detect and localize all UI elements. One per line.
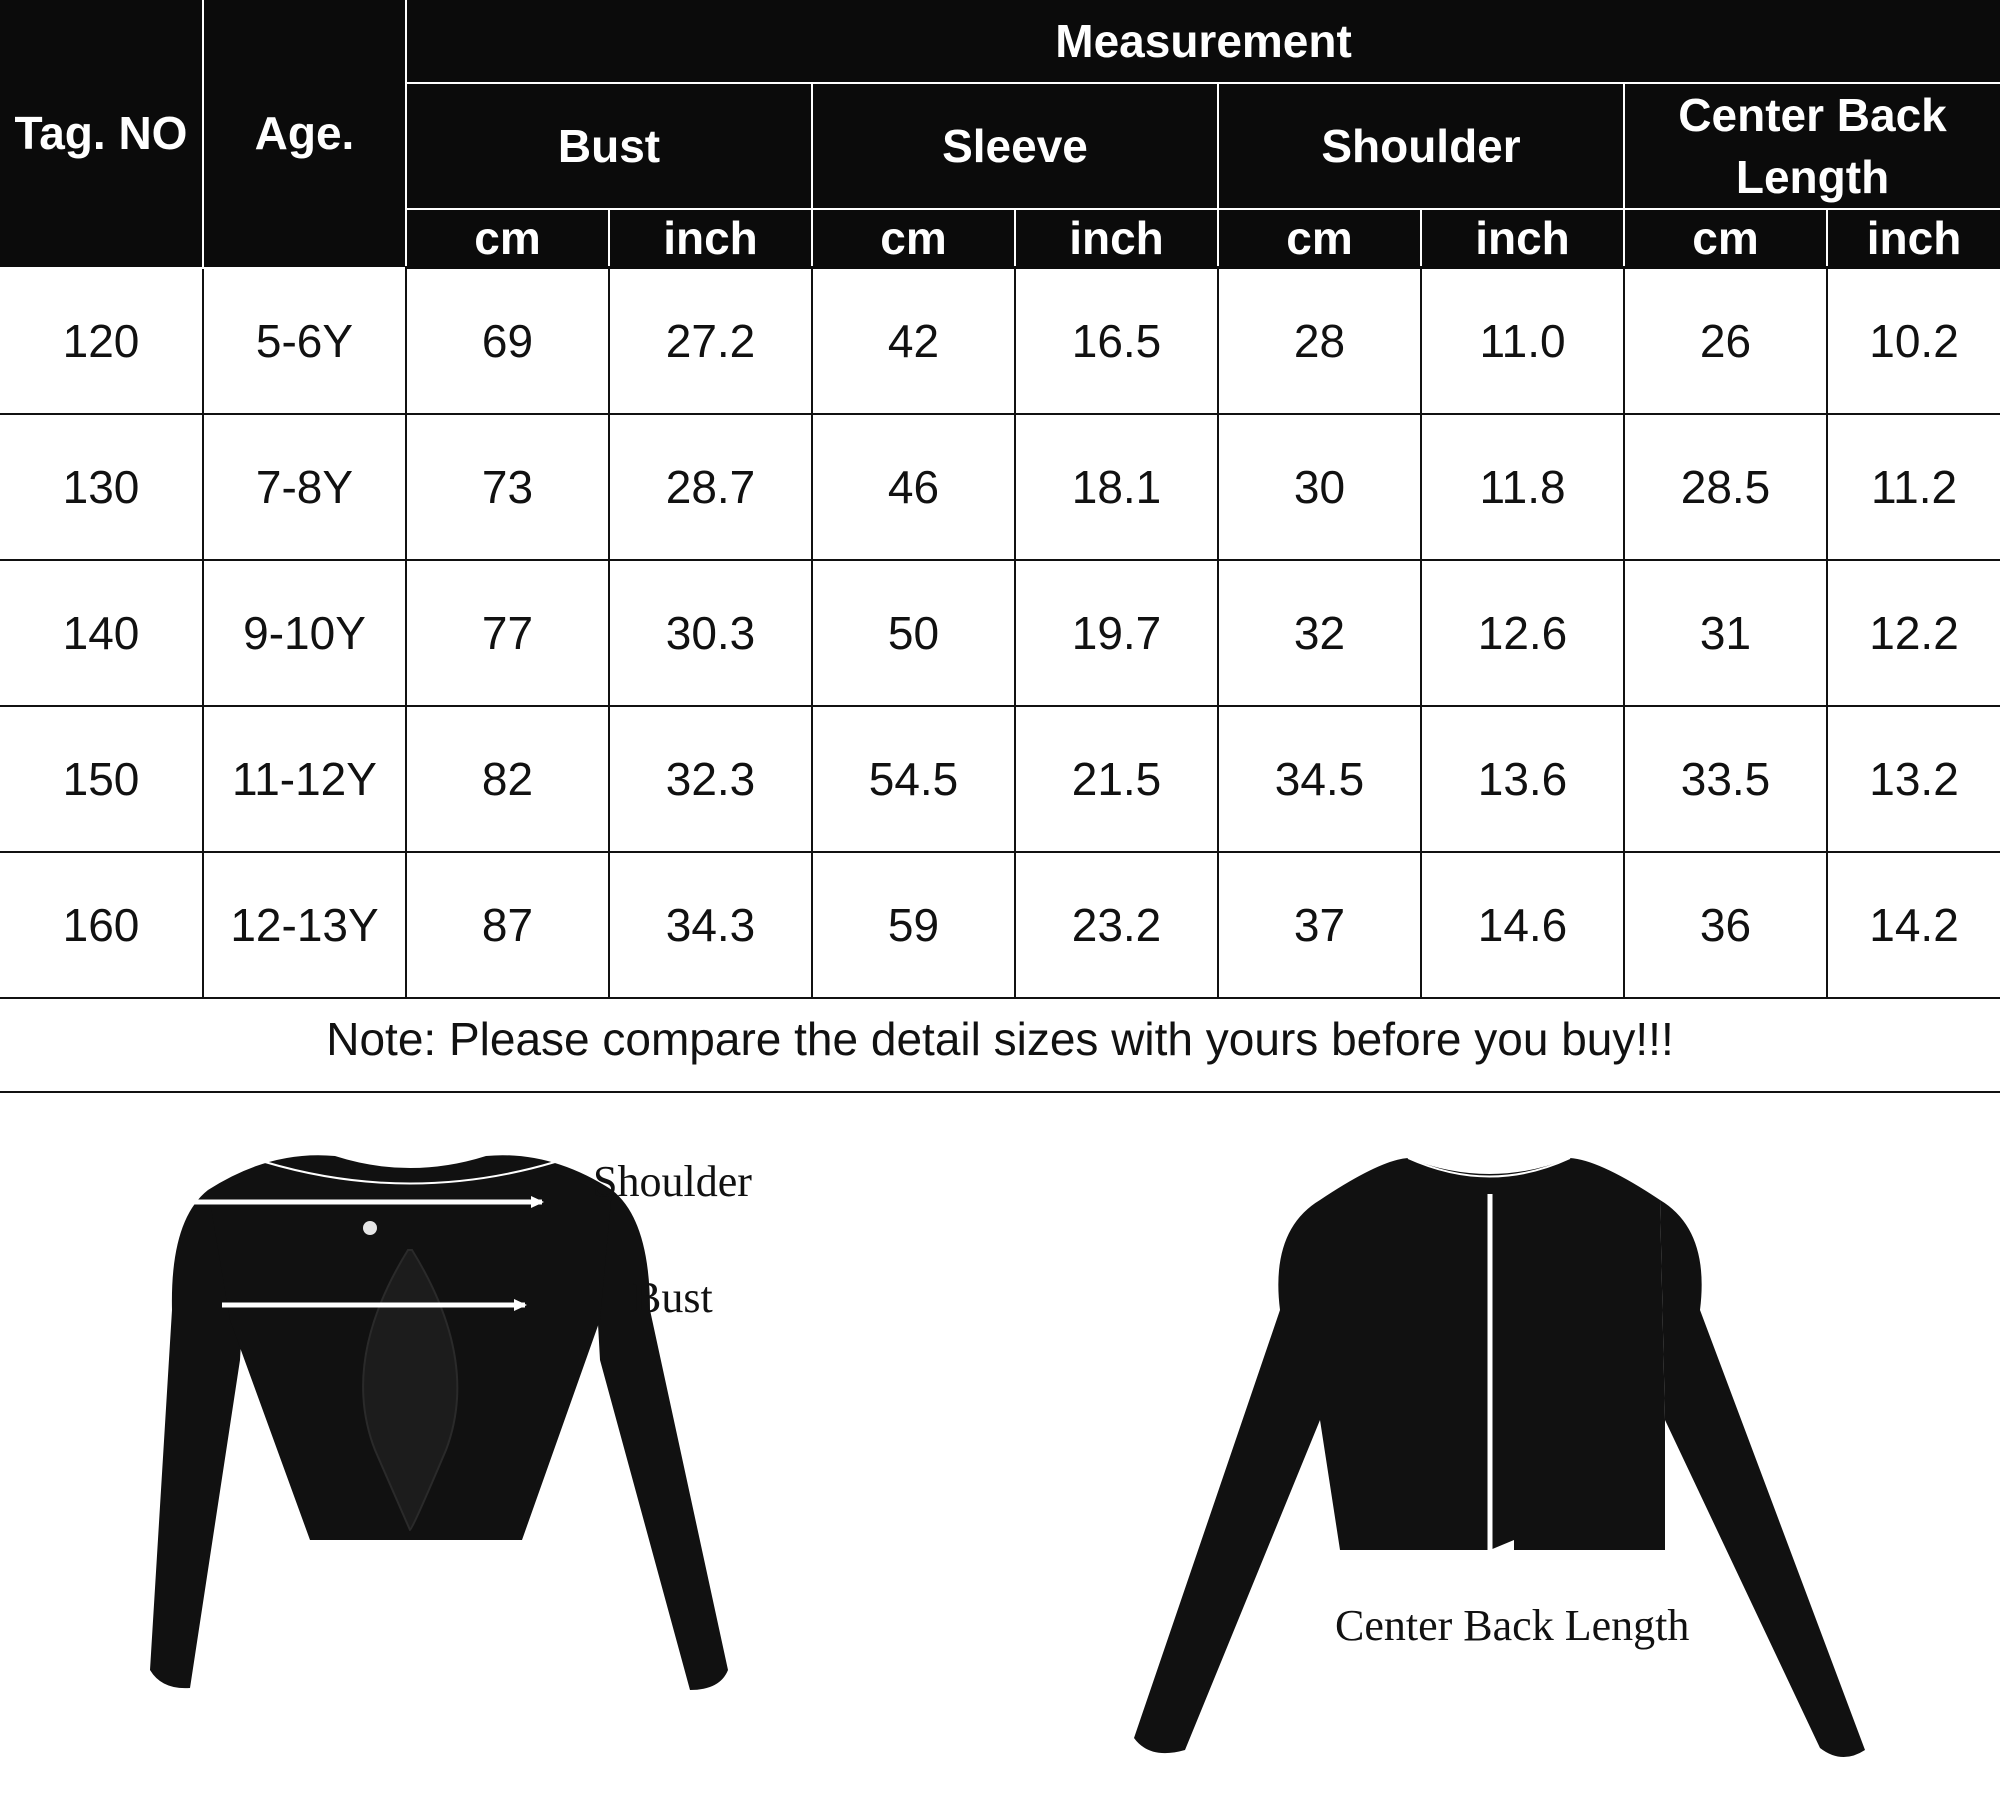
back-length-cm-cell: 36 (1624, 852, 1827, 998)
bust-cm-cell: 77 (406, 560, 609, 706)
sleeve-inch-cell: 21.5 (1015, 706, 1218, 852)
unit-header: cm (1624, 209, 1827, 268)
sleeve-inch-cell: 18.1 (1015, 414, 1218, 560)
age-cell: 11-12Y (203, 706, 406, 852)
shoulder-cm-cell: 28 (1218, 268, 1421, 415)
shoulder-inch-cell: 12.6 (1421, 560, 1624, 706)
bust-header: Bust (406, 83, 812, 209)
shoulder-cm-cell: 34.5 (1218, 706, 1421, 852)
age-cell: 7-8Y (203, 414, 406, 560)
bust-inch-cell: 27.2 (609, 268, 812, 415)
back-length-cm-cell: 31 (1624, 560, 1827, 706)
center-back-length-header: Center Back Length (1624, 83, 2000, 209)
shoulder-inch-cell: 13.6 (1421, 706, 1624, 852)
table-row (0, 560, 2000, 706)
bust-cm-cell: 82 (406, 706, 609, 852)
bust-label: Bust (632, 1273, 713, 1322)
table-row (0, 268, 2000, 415)
table-row (0, 706, 2000, 852)
bust-inch-cell: 32.3 (609, 706, 812, 852)
back-length-inch-cell: 12.2 (1827, 560, 2000, 706)
shoulder-cm-cell: 30 (1218, 414, 1421, 560)
unit-header: inch (1421, 209, 1624, 268)
back-length-cm-cell: 33.5 (1624, 706, 1827, 852)
unit-header: cm (1218, 209, 1421, 268)
shoulder-label: Shoulder (593, 1157, 752, 1206)
back-length-inch-cell: 11.2 (1827, 414, 2000, 560)
back-view-illustration (1130, 1150, 1870, 1790)
bust-cm-cell: 69 (406, 268, 609, 415)
back-length-cm-cell: 28.5 (1624, 414, 1827, 560)
back-length-cm-cell: 26 (1624, 268, 1827, 415)
measurement-header: Measurement (406, 0, 2000, 83)
center-back-length-label: Center Back Length (1335, 1601, 1690, 1650)
bust-inch-cell: 30.3 (609, 560, 812, 706)
age-cell: 9-10Y (203, 560, 406, 706)
sleeve-inch-cell: 23.2 (1015, 852, 1218, 998)
back-right-sleeve (1660, 1200, 1865, 1757)
back-left-sleeve (1134, 1200, 1320, 1753)
age-header: Age. (203, 0, 406, 268)
tag-cell: 160 (0, 852, 203, 998)
shoulder-cm-cell: 32 (1218, 560, 1421, 706)
unit-header: inch (1827, 209, 2000, 268)
sleeve-cm-cell: 50 (812, 560, 1015, 706)
bust-inch-cell: 28.7 (609, 414, 812, 560)
sleeve-inch-cell: 16.5 (1015, 268, 1218, 415)
shoulder-inch-cell: 14.6 (1421, 852, 1624, 998)
back-length-inch-cell: 14.2 (1827, 852, 2000, 998)
age-cell: 12-13Y (203, 852, 406, 998)
sleeve-inch-cell: 19.7 (1015, 560, 1218, 706)
sleeve-cm-cell: 59 (812, 852, 1015, 998)
unit-header: inch (609, 209, 812, 268)
tag-cell: 150 (0, 706, 203, 852)
unit-header: cm (406, 209, 609, 268)
unit-header: cm (812, 209, 1015, 268)
shoulder-header: Shoulder (1218, 83, 1624, 209)
button (363, 1221, 377, 1235)
back-length-inch-cell: 13.2 (1827, 706, 2000, 852)
sleeve-header: Sleeve (812, 83, 1218, 209)
sleeve-cm-cell: 54.5 (812, 706, 1015, 852)
tag-no-header: Tag. NO (0, 0, 203, 268)
note-text: Note: Please compare the detail sizes with yours before you buy!!! (0, 987, 2000, 1093)
back-length-inch-cell: 10.2 (1827, 268, 2000, 415)
tag-cell: 140 (0, 560, 203, 706)
table-row (0, 852, 2000, 998)
tag-cell: 120 (0, 268, 203, 415)
sleeve-cm-cell: 42 (812, 268, 1015, 415)
bust-cm-cell: 73 (406, 414, 609, 560)
shoulder-inch-cell: 11.8 (1421, 414, 1624, 560)
bust-cm-cell: 87 (406, 852, 609, 998)
shoulder-inch-cell: 11.0 (1421, 268, 1624, 415)
table-row (0, 414, 2000, 560)
tag-cell: 130 (0, 414, 203, 560)
unit-header: inch (1015, 209, 1218, 268)
sleeve-cm-cell: 46 (812, 414, 1015, 560)
shoulder-cm-cell: 37 (1218, 852, 1421, 998)
age-cell: 5-6Y (203, 268, 406, 415)
bust-inch-cell: 34.3 (609, 852, 812, 998)
